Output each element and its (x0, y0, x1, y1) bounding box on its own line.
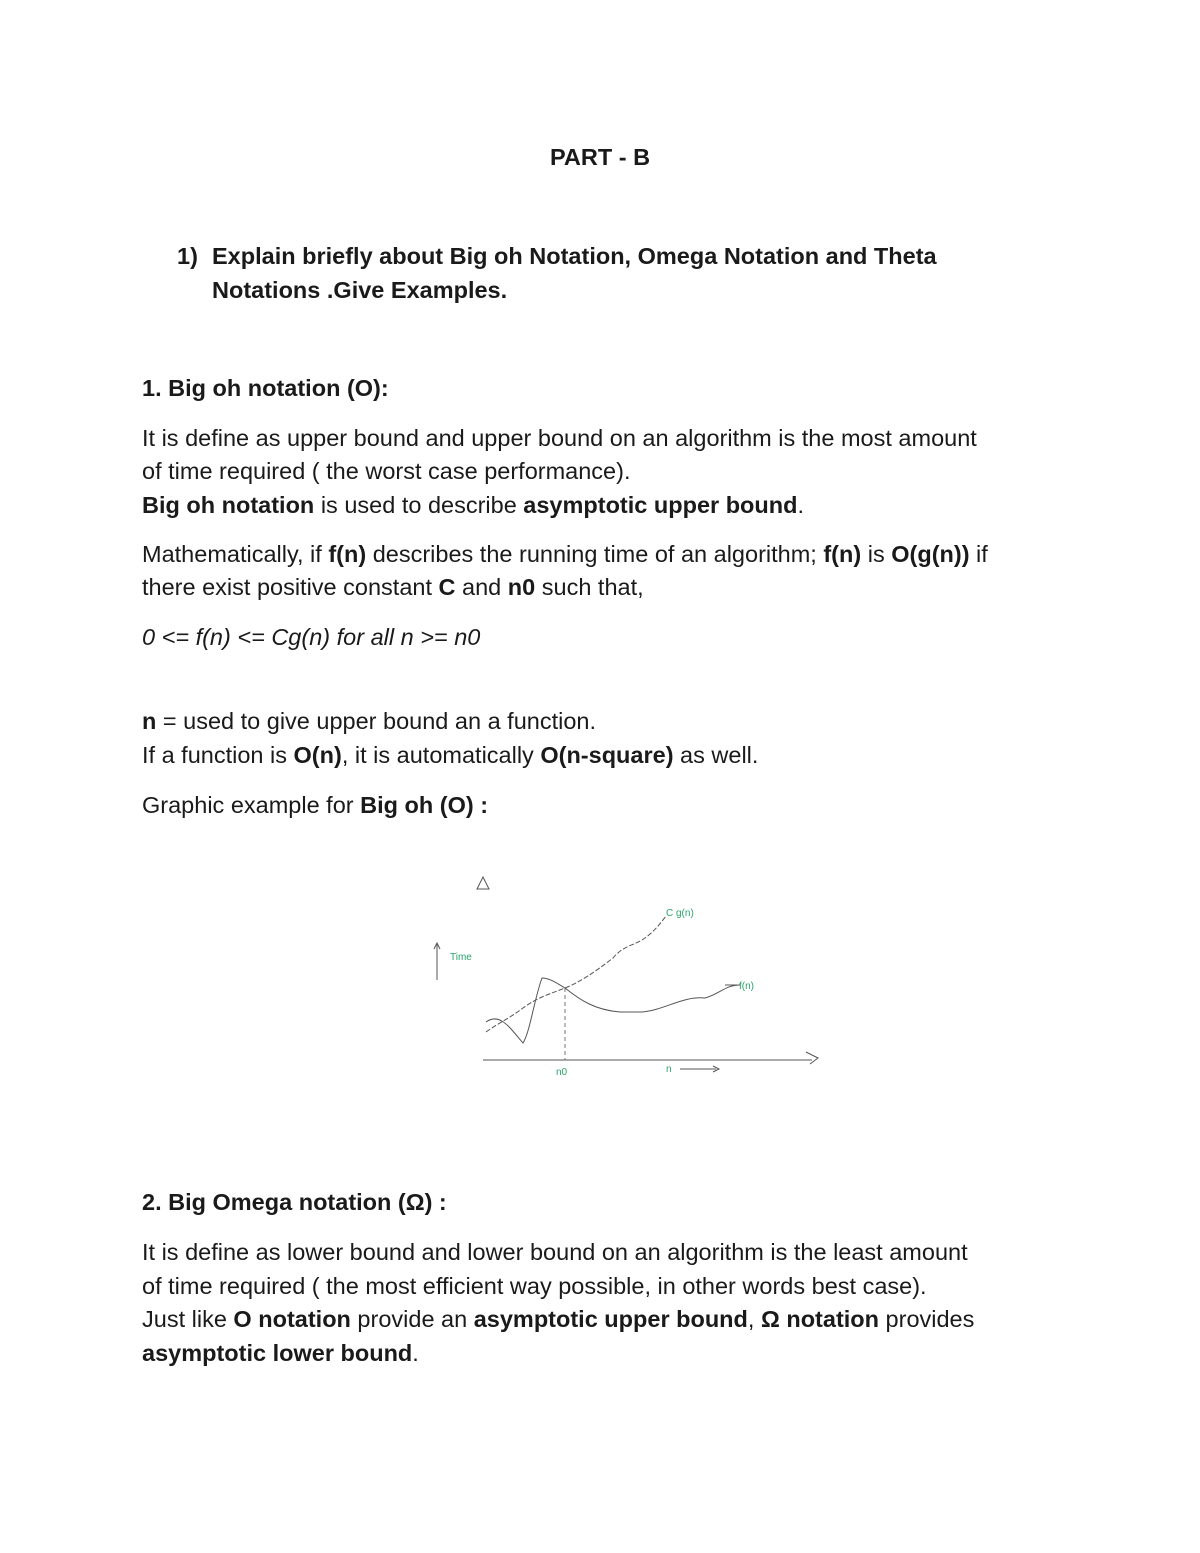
big-oh-graph-figure (420, 860, 840, 1090)
term-n0: n0 (507, 574, 536, 600)
text-span: provide an (350, 1306, 474, 1332)
term-asymptotic-upper-bound: asymptotic upper bound (523, 492, 798, 518)
text-span: is (861, 541, 892, 567)
n-definition-line (142, 705, 596, 738)
text-span: , it is automatically (341, 742, 541, 768)
text-span: , (747, 1306, 761, 1332)
formula: 0 <= f(n) <= Cg(n) for all n >= n0 (142, 624, 481, 650)
text-span: and (455, 574, 508, 600)
big-omega-comparison-line (142, 1303, 974, 1336)
big-omega-lower-bound-line (142, 1337, 419, 1370)
text-span: . (412, 1340, 419, 1366)
automatic-bound-line (142, 739, 758, 772)
triangle-mark (477, 877, 489, 889)
n-label: n (666, 1064, 672, 1075)
term-n: n (142, 708, 157, 734)
term-f-n: f(n) (328, 541, 367, 567)
n0-label: n0 (556, 1067, 568, 1078)
math-definition-line-1 (142, 538, 988, 571)
term-o-g-n: O(g(n)) (891, 541, 970, 567)
big-omega-heading: 2. Big Omega notation (Ω) : (142, 1189, 447, 1215)
text-span: = used to give upper bound an a function. (156, 708, 597, 734)
term-o-n: O(n) (293, 742, 342, 768)
page-title: PART - B (549, 144, 651, 170)
big-oh-usage-line (142, 489, 804, 522)
f-n-label: f(n) (739, 981, 754, 992)
text-span: Graphic example for (142, 792, 361, 818)
graphic-example-line (142, 789, 488, 822)
text-span: . (797, 492, 805, 518)
text-span: If a function is (142, 742, 294, 768)
text-span: provides (879, 1306, 975, 1332)
text-span: as well. (673, 742, 759, 768)
cg-n-curve (486, 916, 666, 1032)
math-definition-line-2 (142, 571, 644, 604)
big-oh-definition-line-1: It is define as upper bound and upper bound on an algorithm is the most amount (142, 425, 977, 451)
text-span: describes the running time of an algorithm; (366, 541, 824, 567)
term-omega-notation: Ω notation (760, 1306, 880, 1332)
term-asymptotic-upper-bound: asymptotic upper bound (473, 1306, 748, 1332)
text-span: there exist positive constant (142, 574, 439, 600)
text-span: Mathematically, if (142, 541, 329, 567)
term-big-oh-notation: Big oh notation (142, 492, 315, 518)
cg-n-label: C g(n) (666, 908, 694, 919)
question-number: 1) (177, 243, 198, 269)
f-n-curve (486, 978, 740, 1043)
term-big-oh: Big oh (O) : (360, 792, 489, 818)
y-axis-label: Time (450, 952, 472, 963)
big-omega-definition-line-2: of time required ( the most efficient way possible, in other words best case). (142, 1273, 927, 1299)
term-o-n-square: O(n-square) (540, 742, 674, 768)
text-span: Just like (142, 1306, 234, 1332)
big-oh-definition-line-2: of time required ( the worst case performance). (142, 458, 631, 484)
question-text-line-2: Notations .Give Examples. (212, 277, 508, 303)
text-span: if (969, 541, 988, 567)
term-asymptotic-lower-bound: asymptotic lower bound (142, 1340, 413, 1366)
text-span: such that, (535, 574, 644, 600)
term-f-n: f(n) (823, 541, 862, 567)
term-c: C (438, 574, 456, 600)
term-o-notation: O notation (233, 1306, 351, 1332)
question-text-line-1: Explain briefly about Big oh Notation, Omega Notation and Theta (212, 243, 937, 269)
text-span: is used to describe (314, 492, 524, 518)
x-axis-arrowhead (806, 1052, 818, 1064)
big-oh-heading: 1. Big oh notation (O): (142, 375, 389, 401)
big-omega-definition-line-1: It is define as lower bound and lower bound on an algorithm is the least amount (142, 1239, 968, 1265)
